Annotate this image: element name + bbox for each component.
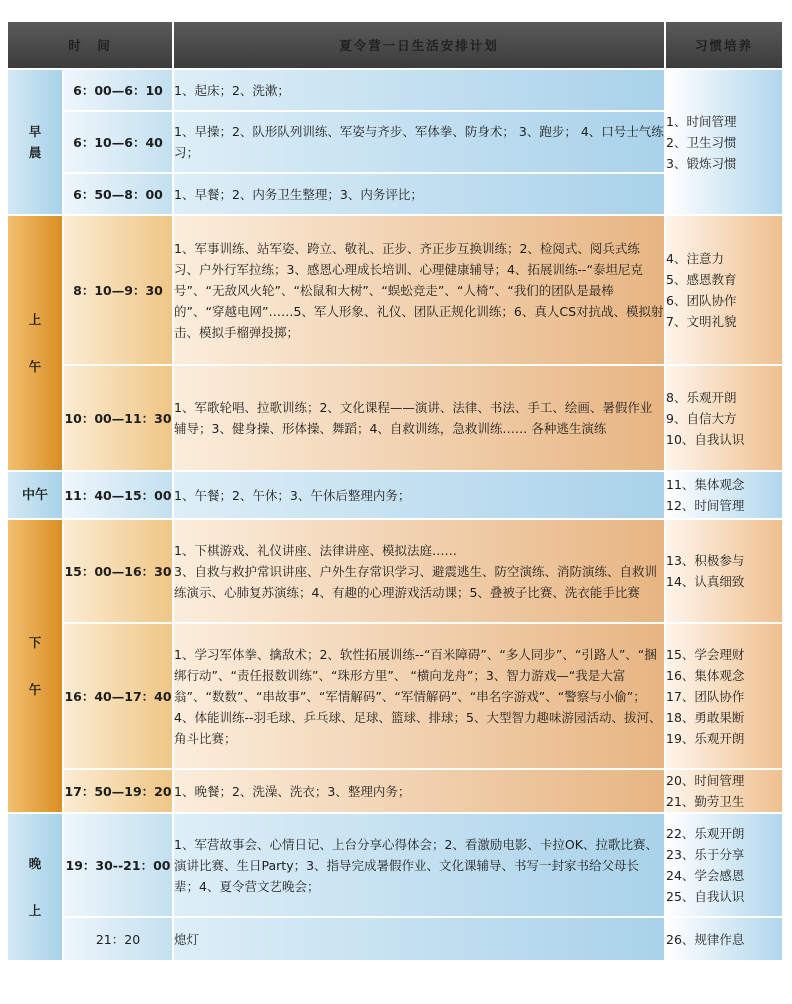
habit-item: 4、注意力 <box>666 251 724 266</box>
period-am <box>8 216 62 470</box>
time-cell: 21：20 <box>64 918 172 960</box>
table-row <box>8 814 782 916</box>
daily-schedule-table <box>6 20 784 962</box>
habit-item: 3、锻炼习惯 <box>666 155 737 171</box>
activity-cell: 熄灯 <box>174 918 664 960</box>
habit-cell <box>666 770 782 812</box>
period-char: 晚 <box>28 856 42 871</box>
habit-item: 12、时间管理 <box>666 498 745 513</box>
habit-cell <box>666 624 782 768</box>
habit-cell <box>666 70 782 214</box>
activity-cell: 1、学习军体拳、擒敌术；2、软性拓展训练--“百米障碍”、“多人同步”、“引路人”、“捆绑行动”、“责任报数训练”、“珠形方里”、 “横向龙舟”；3、智力游戏—“我是大富翁”、“数数”、“串故事”、“军情解码”、“军情解码”、“串名字游戏”、“警察与小偷”；4、体能训练--羽毛球、乒乓球、足球、篮球、排球；5、大型智力趣味游园活动、拔河、角斗比赛； <box>174 624 664 768</box>
habit-item: 18、勇敢果断 <box>666 709 745 725</box>
time-cell: 6：00—6：10 <box>64 70 172 110</box>
header-habit: 习惯培养 <box>666 22 782 68</box>
activity-cell: 1、军事训练、站军姿、跨立、敬礼、正步、齐正步互换训练；2、检阅式、阅兵式练习、户外行军拉练；3、感恩心理成长培训、心理健康辅导；4、拓展训练--“泰坦尼克号”、“无敌风火轮”、“松鼠和大树”、“蜈蚣竞走”、“人椅”、“我们的团队是最棒的”、“穿越电网”……5、军人形象、礼仪、团队正规化训练；6、真人CS对抗战、模拟射击、模拟手榴弹投掷； <box>174 216 664 364</box>
time-cell: 6：50—8：00 <box>64 174 172 214</box>
habit-cell <box>666 216 782 364</box>
period-char: 上 <box>28 903 42 918</box>
period-pm <box>8 520 62 812</box>
habit-item: 15、学会理财 <box>666 646 745 662</box>
habit-item: 11、集体观念 <box>666 477 745 492</box>
habit-item: 6、团队协作 <box>666 293 737 308</box>
activity-cell: 1、军营故事会、心情日记、上台分享心得体会；2、看激励电影、卡拉OK、拉歌比赛、演讲比赛、生日Party；3、指导完成暑假作业、文化课辅导、书写一封家书给父母长辈；4、夏令营文艺晚会； <box>174 814 664 916</box>
habit-cell <box>666 472 782 518</box>
habit-item: 13、积极参与 <box>666 553 745 568</box>
time-cell: 16：40—17：40 <box>64 624 172 768</box>
activity-cell: 1、早操；2、队形队列训练、军姿与齐步、军体拳、防身术； 3、跑步； 4、口号士气练习； <box>174 112 664 172</box>
habit-cell <box>666 918 782 960</box>
habit-item: 24、学会感恩 <box>666 868 745 883</box>
table-row <box>8 472 782 518</box>
habit-item: 9、自信大方 <box>666 410 737 426</box>
habit-item: 5、感恩教育 <box>666 272 737 287</box>
habit-item: 10、自我认识 <box>666 431 745 447</box>
period-char: 午 <box>28 682 42 697</box>
time-cell: 6：10—6：40 <box>64 112 172 172</box>
time-cell: 15：00—16：30 <box>64 520 172 622</box>
habit-item: 25、自我认识 <box>666 889 745 904</box>
header-plan: 夏令营一日生活安排计划 <box>174 22 664 68</box>
habit-item: 2、卫生习惯 <box>666 134 737 150</box>
activity-cell: 1、午餐；2、午休；3、午休后整理内务； <box>174 472 664 518</box>
header-row <box>8 22 782 68</box>
habit-item: 8、乐观开朗 <box>666 389 737 405</box>
period-morning <box>8 70 62 214</box>
activity-cell: 1、晚餐；2、洗澡、洗衣；3、整理内务； <box>174 770 664 812</box>
habit-item: 23、乐于分享 <box>666 847 745 862</box>
habit-item: 17、团队协作 <box>666 688 745 704</box>
habit-cell <box>666 520 782 622</box>
time-cell: 19：30--21：00 <box>64 814 172 916</box>
time-cell: 8：10—9：30 <box>64 216 172 364</box>
habit-item: 26、规律作息 <box>666 931 745 947</box>
habit-cell <box>666 814 782 916</box>
habit-item: 1、时间管理 <box>666 113 737 129</box>
habit-item: 19、乐观开朗 <box>666 730 745 746</box>
habit-item: 16、集体观念 <box>666 667 745 683</box>
activity-cell: 1、起床；2、洗漱； <box>174 70 664 110</box>
activity-cell: 1、下棋游戏、礼仪讲座、法律讲座、模拟法庭…… 3、自救与救护常识讲座、户外生存常识学习、避震逃生、防空演练、消防演练、自救训练演示、心肺复苏演练；4、有趣的心理游戏活动课；5、叠被子比赛、洗衣能手比赛 <box>174 520 664 622</box>
habit-item: 20、时间管理 <box>666 773 745 788</box>
period-evening <box>8 814 62 960</box>
table-row <box>8 216 782 364</box>
period-char: 午 <box>28 359 42 374</box>
table-row <box>8 770 782 812</box>
table-row <box>8 70 782 110</box>
habit-item: 22、乐观开朗 <box>666 826 745 841</box>
habit-item: 7、文明礼貌 <box>666 314 737 329</box>
period-char: 晨 <box>28 145 42 160</box>
habit-cell <box>666 366 782 470</box>
time-cell: 11：40—15：00 <box>64 472 172 518</box>
table-row <box>8 918 782 960</box>
table-row <box>8 366 782 470</box>
activity-cell: 1、军歌轮唱、拉歌训练；2、文化课程——演讲、法律、书法、手工、绘画、暑假作业辅导；3、健身操、形体操、舞蹈；4、自救训练，急救训练…… 各种逃生演练 <box>174 366 664 470</box>
time-cell: 10：00—11：30 <box>64 366 172 470</box>
header-time: 时 间 <box>8 22 172 68</box>
period-char: 上 <box>28 312 42 327</box>
period-noon: 中午 <box>8 472 62 518</box>
time-cell: 17：50—19：20 <box>64 770 172 812</box>
period-char: 早 <box>28 124 42 139</box>
activity-cell: 1、早餐；2、内务卫生整理；3、内务评比； <box>174 174 664 214</box>
period-char: 下 <box>28 635 42 650</box>
habit-item: 21、勤劳卫生 <box>666 794 745 809</box>
table-row <box>8 520 782 622</box>
habit-item: 14、认真细致 <box>666 574 745 589</box>
table-row <box>8 624 782 768</box>
